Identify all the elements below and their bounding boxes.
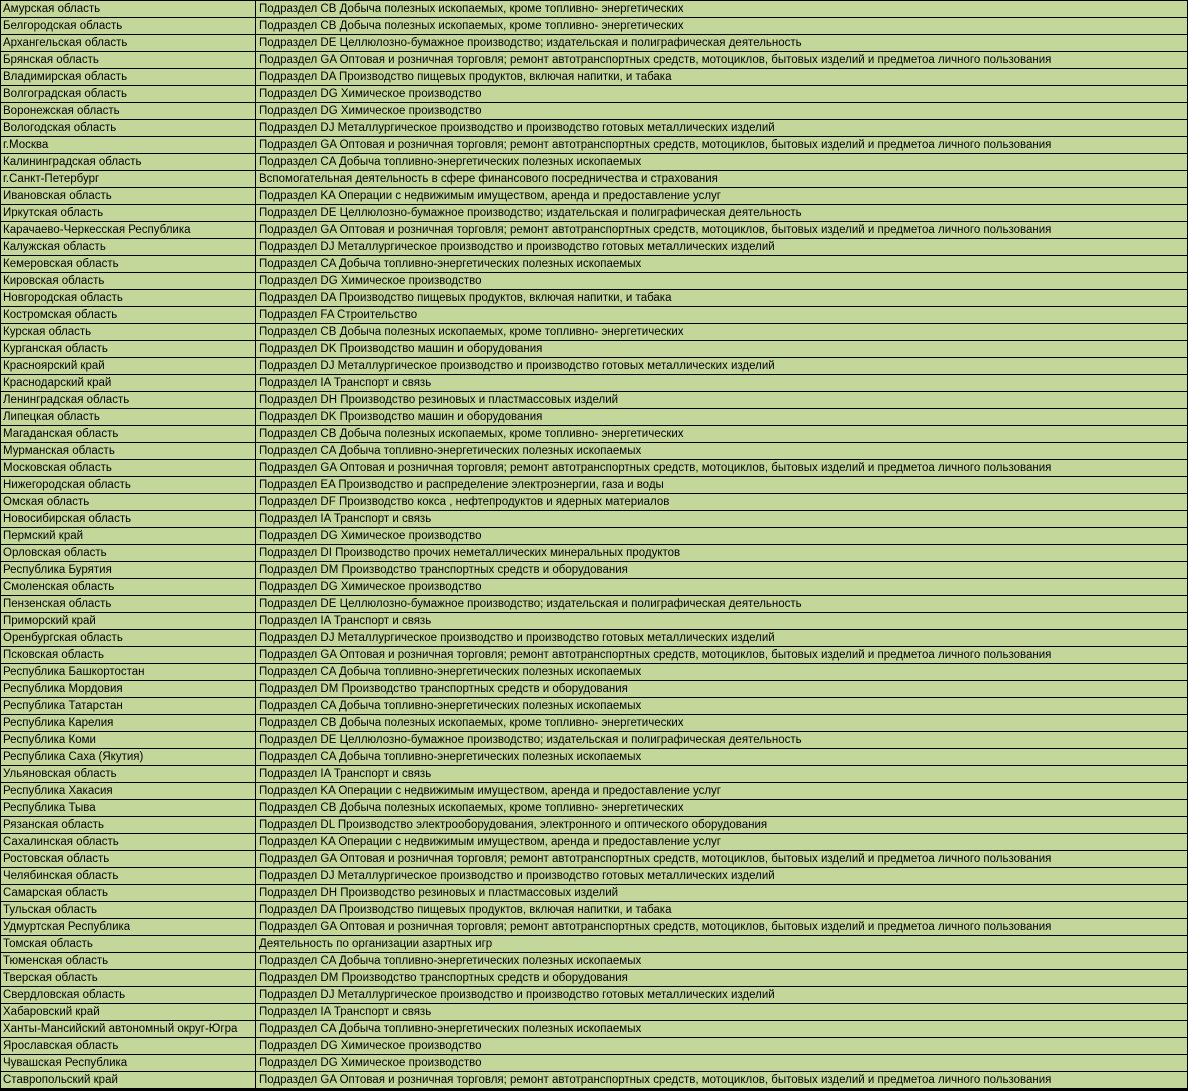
region-cell[interactable]: Пензенская область — [1, 596, 256, 613]
region-cell[interactable]: Республика Татарстан — [1, 698, 256, 715]
table-row — [1, 69, 1188, 86]
region-cell[interactable]: Ярославская область — [1, 1038, 256, 1055]
region-cell[interactable]: Тульская область — [1, 902, 256, 919]
region-cell[interactable]: Ленинградская область — [1, 392, 256, 409]
table-row — [1, 443, 1188, 460]
table-row — [1, 919, 1188, 936]
sector-cell[interactable]: Подраздел DJ Металлургическое производство и производство готовых металлических изделий — [256, 120, 1188, 137]
sector-cell[interactable]: Подраздел IA Транспорт и связь — [256, 766, 1188, 783]
sector-cell[interactable]: Подраздел FA Строительство — [256, 307, 1188, 324]
table-row — [1, 409, 1188, 426]
spreadsheet-body — [1, 1, 1188, 1089]
table-row — [1, 1, 1188, 18]
sector-cell[interactable]: Подраздел CB Добыча полезных ископаемых, кроме топливно- энергетических — [256, 18, 1188, 35]
region-cell[interactable]: Челябинская область — [1, 868, 256, 885]
sector-cell[interactable]: Подраздел DE Целлюлозно-бумажное производство; издательская и полиграфическая деятельность — [256, 35, 1188, 52]
sector-cell[interactable]: Подраздел IA Транспорт и связь — [256, 613, 1188, 630]
region-cell[interactable]: Новосибирская область — [1, 511, 256, 528]
region-cell[interactable]: Красноярский край — [1, 358, 256, 375]
sector-cell[interactable]: Подраздел DJ Металлургическое производство и производство готовых металлических изделий — [256, 239, 1188, 256]
sector-cell[interactable]: Подраздел GA Оптовая и розничная торговля; ремонт автотранспортных средств, мотоциклов, бытовых изделий и предметоа личного пользования — [256, 222, 1188, 239]
region-cell[interactable]: Тюменская область — [1, 953, 256, 970]
region-cell[interactable]: Сахалинская область — [1, 834, 256, 851]
table-row — [1, 970, 1188, 987]
table-row — [1, 817, 1188, 834]
table-row — [1, 1072, 1188, 1089]
table-row — [1, 851, 1188, 868]
sector-cell[interactable]: Подраздел DJ Металлургическое производство и производство готовых металлических изделий — [256, 630, 1188, 647]
table-row — [1, 630, 1188, 647]
table-row — [1, 35, 1188, 52]
region-cell[interactable]: Брянская область — [1, 52, 256, 69]
table-row — [1, 1055, 1188, 1072]
region-cell[interactable]: Республика Башкортостан — [1, 664, 256, 681]
sector-cell[interactable]: Подраздел DM Производство транспортных средств и оборудования — [256, 681, 1188, 698]
sector-cell[interactable]: Подраздел CA Добыча топливно-энергетических полезных ископаемых — [256, 698, 1188, 715]
region-cell[interactable]: Тверская область — [1, 970, 256, 987]
region-cell[interactable]: Нижегородская область — [1, 477, 256, 494]
region-cell[interactable]: Ростовская область — [1, 851, 256, 868]
table-row — [1, 52, 1188, 69]
sector-cell[interactable]: Подраздел DG Химическое производство — [256, 528, 1188, 545]
table-row — [1, 103, 1188, 120]
region-cell[interactable]: Орловская область — [1, 545, 256, 562]
sector-cell[interactable]: Подраздел GA Оптовая и розничная торговля; ремонт автотранспортных средств, мотоциклов, бытовых изделий и предметоа личного пользования — [256, 52, 1188, 69]
region-cell[interactable]: г.Москва — [1, 137, 256, 154]
region-cell[interactable]: Карачаево-Черкесская Республика — [1, 222, 256, 239]
sector-cell[interactable]: Подраздел DG Химическое производство — [256, 1038, 1188, 1055]
region-cell[interactable]: Смоленская область — [1, 579, 256, 596]
region-cell[interactable]: Краснодарский край — [1, 375, 256, 392]
sector-cell[interactable]: Подраздел CA Добыча топливно-энергетических полезных ископаемых — [256, 1021, 1188, 1038]
table-row — [1, 698, 1188, 715]
table-row — [1, 477, 1188, 494]
region-cell[interactable]: Приморский край — [1, 613, 256, 630]
region-cell[interactable]: Белгородская область — [1, 18, 256, 35]
table-row — [1, 749, 1188, 766]
region-cell[interactable]: Калининградская область — [1, 154, 256, 171]
sector-cell[interactable]: Подраздел CA Добыча топливно-энергетических полезных ископаемых — [256, 443, 1188, 460]
sector-cell[interactable]: Подраздел GA Оптовая и розничная торговля; ремонт автотранспортных средств, мотоциклов, бытовых изделий и предметоа личного пользования — [256, 137, 1188, 154]
sector-cell[interactable]: Подраздел EA Производство и распределение электроэнергии, газа и воды — [256, 477, 1188, 494]
region-cell[interactable]: Кировская область — [1, 273, 256, 290]
sector-cell[interactable]: Подраздел DJ Металлургическое производство и производство готовых металлических изделий — [256, 987, 1188, 1004]
region-cell[interactable]: Кемеровская область — [1, 256, 256, 273]
region-cell[interactable]: Курская область — [1, 324, 256, 341]
region-cell[interactable]: Оренбургская область — [1, 630, 256, 647]
table-row — [1, 1004, 1188, 1021]
table-row — [1, 647, 1188, 664]
table-row — [1, 834, 1188, 851]
region-cell[interactable]: Московская область — [1, 460, 256, 477]
region-cell[interactable]: Владимирская область — [1, 69, 256, 86]
table-row — [1, 171, 1188, 188]
sector-cell[interactable]: Подраздел CB Добыча полезных ископаемых, кроме топливно- энергетических — [256, 1, 1188, 18]
table-row — [1, 120, 1188, 137]
sector-cell[interactable]: Подраздел CB Добыча полезных ископаемых, кроме топливно- энергетических — [256, 426, 1188, 443]
region-cell[interactable]: Томская область — [1, 936, 256, 953]
table-row — [1, 953, 1188, 970]
region-cell[interactable]: Республика Саха (Якутия) — [1, 749, 256, 766]
region-cell[interactable]: Архангельская область — [1, 35, 256, 52]
table-row — [1, 732, 1188, 749]
sector-cell[interactable]: Подраздел DG Химическое производство — [256, 103, 1188, 120]
region-cell[interactable]: Магаданская область — [1, 426, 256, 443]
region-cell[interactable]: Новгородская область — [1, 290, 256, 307]
table-row — [1, 936, 1188, 953]
sector-cell[interactable]: Подраздел KA Операции с недвижимым имуществом, аренда и предоставление услуг — [256, 188, 1188, 205]
sector-cell[interactable]: Подраздел DJ Металлургическое производство и производство готовых металлических изделий — [256, 358, 1188, 375]
region-cell[interactable]: Рязанская область — [1, 817, 256, 834]
sector-cell[interactable]: Подраздел IA Транспорт и связь — [256, 1004, 1188, 1021]
table-row — [1, 256, 1188, 273]
table-row — [1, 528, 1188, 545]
table-row — [1, 902, 1188, 919]
table-row — [1, 987, 1188, 1004]
region-cell[interactable]: Республика Бурятия — [1, 562, 256, 579]
region-cell[interactable]: Липецкая область — [1, 409, 256, 426]
sector-cell[interactable]: Подраздел DA Производство пищевых продуктов, включая напитки, и табака — [256, 69, 1188, 86]
sector-cell[interactable]: Подраздел GA Оптовая и розничная торговля; ремонт автотранспортных средств, мотоциклов, бытовых изделий и предметоа личного пользования — [256, 460, 1188, 477]
sector-cell[interactable]: Подраздел DE Целлюлозно-бумажное производство; издательская и полиграфическая деятельность — [256, 596, 1188, 613]
table-row — [1, 273, 1188, 290]
region-cell[interactable]: Свердловская область — [1, 987, 256, 1004]
sector-cell[interactable]: Подраздел DJ Металлургическое производство и производство готовых металлических изделий — [256, 868, 1188, 885]
sector-cell[interactable]: Вспомогательная деятельность в сфере финансового посредничества и страхования — [256, 171, 1188, 188]
table-row — [1, 188, 1188, 205]
sector-cell[interactable]: Подраздел DA Производство пищевых продуктов, включая напитки, и табака — [256, 290, 1188, 307]
region-cell[interactable]: Ивановская область — [1, 188, 256, 205]
table-row — [1, 154, 1188, 171]
table-row — [1, 868, 1188, 885]
table-row — [1, 885, 1188, 902]
region-cell[interactable]: Чувашская Республика — [1, 1055, 256, 1072]
sector-cell[interactable]: Подраздел KA Операции с недвижимым имуществом, аренда и предоставление услуг — [256, 834, 1188, 851]
sector-cell[interactable]: Подраздел IA Транспорт и связь — [256, 375, 1188, 392]
region-cell[interactable]: Курганская область — [1, 341, 256, 358]
table-row — [1, 341, 1188, 358]
sector-cell[interactable]: Подраздел CB Добыча полезных ископаемых, кроме топливно- энергетических — [256, 715, 1188, 732]
table-row — [1, 307, 1188, 324]
sector-cell[interactable]: Подраздел GA Оптовая и розничная торговля; ремонт автотранспортных средств, мотоциклов, бытовых изделий и предметоа личного пользования — [256, 1072, 1188, 1089]
sector-cell[interactable]: Подраздел DK Производство машин и оборудования — [256, 409, 1188, 426]
sector-cell[interactable]: Подраздел CA Добыча топливно-энергетических полезных ископаемых — [256, 953, 1188, 970]
table-row — [1, 18, 1188, 35]
table-row — [1, 562, 1188, 579]
table-row — [1, 715, 1188, 732]
table-row — [1, 1038, 1188, 1055]
region-cell[interactable]: Удмуртская Республика — [1, 919, 256, 936]
sector-cell[interactable]: Подраздел DG Химическое производство — [256, 579, 1188, 596]
sector-cell[interactable]: Подраздел GA Оптовая и розничная торговля; ремонт автотранспортных средств, мотоциклов, бытовых изделий и предметоа личного пользования — [256, 919, 1188, 936]
table-row — [1, 375, 1188, 392]
sector-cell[interactable]: Подраздел DE Целлюлозно-бумажное производство; издательская и полиграфическая деятельность — [256, 732, 1188, 749]
sector-cell[interactable]: Деятельность по организации азартных игр — [256, 936, 1188, 953]
sector-cell[interactable]: Подраздел DG Химическое производство — [256, 1055, 1188, 1072]
sector-cell[interactable]: Подраздел DE Целлюлозно-бумажное производство; издательская и полиграфическая деятельность — [256, 205, 1188, 222]
table-row — [1, 222, 1188, 239]
region-cell[interactable]: Пермский край — [1, 528, 256, 545]
region-cell[interactable]: Ханты-Мансийский автономный округ-Югра — [1, 1021, 256, 1038]
sector-cell[interactable]: Подраздел GA Оптовая и розничная торговля; ремонт автотранспортных средств, мотоциклов, бытовых изделий и предметоа личного пользования — [256, 851, 1188, 868]
table-row — [1, 460, 1188, 477]
sector-cell[interactable]: Подраздел DL Производство электрооборудования, электронного и оптического оборудования — [256, 817, 1188, 834]
sector-cell[interactable]: Подраздел CB Добыча полезных ископаемых, кроме топливно- энергетических — [256, 800, 1188, 817]
sector-cell[interactable]: Подраздел DI Производство прочих неметаллических минеральных продуктов — [256, 545, 1188, 562]
region-cell[interactable]: Республика Мордовия — [1, 681, 256, 698]
table-row — [1, 205, 1188, 222]
sector-cell[interactable]: Подраздел KA Операции с недвижимым имуществом, аренда и предоставление услуг — [256, 783, 1188, 800]
table-row — [1, 494, 1188, 511]
region-cell[interactable]: Республика Тыва — [1, 800, 256, 817]
table-row — [1, 579, 1188, 596]
region-cell[interactable]: Калужская область — [1, 239, 256, 256]
region-cell[interactable]: г.Санкт-Петербург — [1, 171, 256, 188]
sector-cell[interactable]: Подраздел DK Производство машин и оборудования — [256, 341, 1188, 358]
region-cell[interactable]: Псковская область — [1, 647, 256, 664]
sector-cell[interactable]: Подраздел DM Производство транспортных средств и оборудования — [256, 562, 1188, 579]
table-row — [1, 681, 1188, 698]
sector-cell[interactable]: Подраздел IA Транспорт и связь — [256, 511, 1188, 528]
table-row — [1, 239, 1188, 256]
region-cell[interactable]: Волгоградская область — [1, 86, 256, 103]
region-cell[interactable]: Ставропольский край — [1, 1072, 256, 1089]
region-cell[interactable]: Республика Хакасия — [1, 783, 256, 800]
sector-cell[interactable]: Подраздел CB Добыча полезных ископаемых, кроме топливно- энергетических — [256, 324, 1188, 341]
sector-cell[interactable]: Подраздел DM Производство транспортных средств и оборудования — [256, 970, 1188, 987]
region-cell[interactable]: Республика Карелия — [1, 715, 256, 732]
region-cell[interactable]: Иркутская область — [1, 205, 256, 222]
sector-cell[interactable]: Подраздел DG Химическое производство — [256, 273, 1188, 290]
sector-cell[interactable]: Подраздел CA Добыча топливно-энергетических полезных ископаемых — [256, 664, 1188, 681]
table-row — [1, 426, 1188, 443]
table-row — [1, 596, 1188, 613]
region-cell[interactable]: Мурманская область — [1, 443, 256, 460]
table-row — [1, 545, 1188, 562]
region-cell[interactable]: Омская область — [1, 494, 256, 511]
sector-cell[interactable]: Подраздел GA Оптовая и розничная торговля; ремонт автотранспортных средств, мотоциклов, бытовых изделий и предметоа личного пользования — [256, 647, 1188, 664]
table-row — [1, 664, 1188, 681]
sector-cell[interactable]: Подраздел CA Добыча топливно-энергетических полезных ископаемых — [256, 256, 1188, 273]
sector-cell[interactable]: Подраздел DH Производство резиновых и пластмассовых изделий — [256, 885, 1188, 902]
region-cell[interactable]: Ульяновская область — [1, 766, 256, 783]
table-row — [1, 358, 1188, 375]
region-cell[interactable]: Амурская область — [1, 1, 256, 18]
region-cell[interactable]: Вологодская область — [1, 120, 256, 137]
table-row — [1, 137, 1188, 154]
table-row — [1, 613, 1188, 630]
sector-cell[interactable]: Подраздел CA Добыча топливно-энергетических полезных ископаемых — [256, 154, 1188, 171]
sector-cell[interactable]: Подраздел DH Производство резиновых и пластмассовых изделий — [256, 392, 1188, 409]
region-cell[interactable]: Костромская область — [1, 307, 256, 324]
sector-cell[interactable]: Подраздел DG Химическое производство — [256, 86, 1188, 103]
table-row — [1, 800, 1188, 817]
sector-cell[interactable]: Подраздел DF Производство кокса , нефтепродуктов и ядерных материалов — [256, 494, 1188, 511]
table-row — [1, 1021, 1188, 1038]
table-row — [1, 783, 1188, 800]
region-cell[interactable]: Самарская область — [1, 885, 256, 902]
table-row — [1, 511, 1188, 528]
region-cell[interactable]: Хабаровский край — [1, 1004, 256, 1021]
region-cell[interactable]: Республика Коми — [1, 732, 256, 749]
table-row — [1, 766, 1188, 783]
table-row — [1, 290, 1188, 307]
region-cell[interactable]: Воронежская область — [1, 103, 256, 120]
table-row — [1, 392, 1188, 409]
sector-cell[interactable]: Подраздел DA Производство пищевых продуктов, включая напитки, и табака — [256, 902, 1188, 919]
table-row — [1, 324, 1188, 341]
table-row — [1, 86, 1188, 103]
sector-cell[interactable]: Подраздел CA Добыча топливно-энергетических полезных ископаемых — [256, 749, 1188, 766]
